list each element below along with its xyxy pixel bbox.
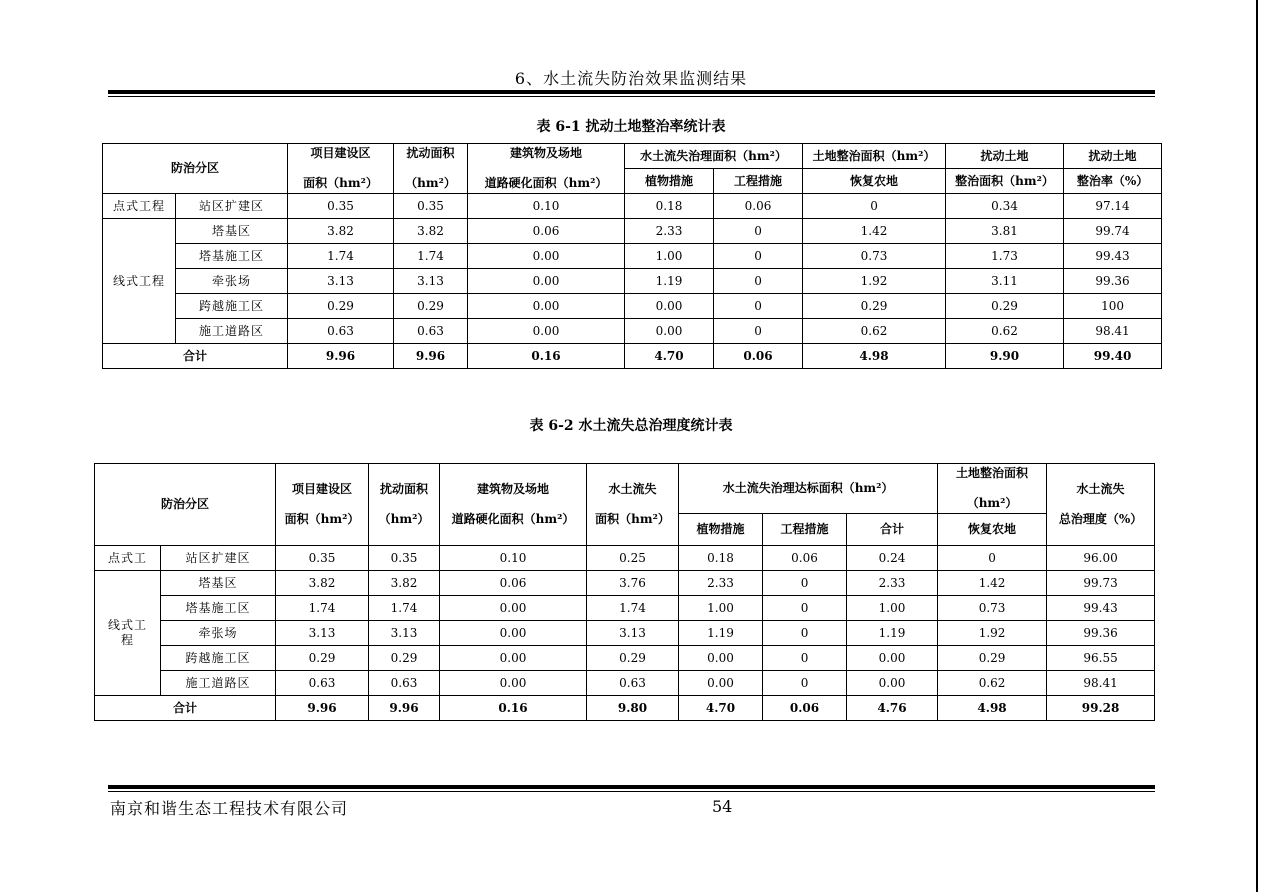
cell: 99.36 [1064,269,1162,294]
footer-company: 南京和谐生态工程技术有限公司 [110,799,349,818]
cell: 0.00 [468,269,625,294]
t1-group-point: 点式工程 [103,194,176,219]
cell: 9.96 [369,696,440,721]
cell: 0.63 [587,671,679,696]
table2 [94,463,1155,721]
cell: 3.82 [288,219,394,244]
cell: 1.74 [288,244,394,269]
table-total-row [95,696,1155,721]
table-row [103,219,1162,244]
t2-header-hardened: 建筑物及场地 道路硬化面积（hm²） [440,464,587,546]
row-name: 塔基区 [176,219,288,244]
cell: 1.92 [803,269,946,294]
page-number: 54 [712,797,733,816]
cell: 0 [763,671,847,696]
table-row [103,319,1162,344]
cell: 0 [763,571,847,596]
cell: 0.29 [938,646,1047,671]
cell: 0 [803,194,946,219]
table-row [103,269,1162,294]
cell: 3.76 [587,571,679,596]
cell: 1.74 [394,244,468,269]
cell: 0.16 [440,696,587,721]
cell: 3.13 [587,621,679,646]
cell: 1.19 [625,269,714,294]
cell: 0.35 [276,546,369,571]
cell: 3.13 [288,269,394,294]
cell: 0.63 [394,319,468,344]
cell: 0.29 [369,646,440,671]
t2-group-point: 点式工 [95,546,161,571]
cell: 3.82 [394,219,468,244]
cell: 0 [714,294,803,319]
cell: 0.00 [679,671,763,696]
t2-header-zone: 防治分区 [95,464,276,546]
cell: 98.41 [1047,671,1155,696]
row-name: 塔基区 [161,571,276,596]
t2-header-loss-area: 水土流失 面积（hm²） [587,464,679,546]
table-total-row [103,344,1162,369]
cell: 0.10 [468,194,625,219]
cell: 9.90 [946,344,1064,369]
row-name: 施工道路区 [161,671,276,696]
table-row [95,596,1155,621]
row-name: 跨越施工区 [176,294,288,319]
cell: 99.74 [1064,219,1162,244]
cell: 0.63 [276,671,369,696]
cell: 1.74 [369,596,440,621]
t2-header-degree: 水土流失 总治理度（%） [1047,464,1155,546]
header-rule-thin [108,96,1155,97]
total-label: 合计 [103,344,288,369]
cell: 0 [763,596,847,621]
cell: 4.98 [803,344,946,369]
table-row [103,244,1162,269]
t1-header-ctrl-group: 水土流失治理面积（hm²） [625,144,803,169]
cell: 1.00 [679,596,763,621]
t2-group-line: 线式工 程 [95,571,161,696]
cell: 0.00 [440,646,587,671]
cell: 0.29 [803,294,946,319]
cell: 0.00 [468,294,625,319]
cell: 0.10 [440,546,587,571]
cell: 0.00 [440,621,587,646]
cell: 0.00 [440,671,587,696]
table2-caption: 表 6-2 水土流失总治理度统计表 [529,418,733,434]
cell: 0.29 [288,294,394,319]
cell: 0.00 [468,319,625,344]
table1-caption: 表 6-1 扰动土地整治率统计表 [536,119,726,135]
t1-header-area: 项目建设区 面积（hm²） [288,144,394,194]
cell: 4.70 [625,344,714,369]
cell: 99.73 [1047,571,1155,596]
cell: 0.62 [938,671,1047,696]
cell: 3.13 [394,269,468,294]
t2-header-ctrl-group: 水土流失治理达标面积（hm²） [679,464,938,514]
row-name: 站区扩建区 [176,194,288,219]
row-name: 站区扩建区 [161,546,276,571]
cell: 0.06 [440,571,587,596]
t1-group-line: 线式工程 [103,219,176,344]
cell: 0.18 [679,546,763,571]
cell: 1.73 [946,244,1064,269]
t2-header-eng: 工程措施 [763,514,847,546]
cell: 0.16 [468,344,625,369]
cell: 0.18 [625,194,714,219]
cell: 3.82 [276,571,369,596]
row-name: 塔基施工区 [176,244,288,269]
cell: 99.43 [1047,596,1155,621]
cell: 0 [714,219,803,244]
cell: 0.63 [369,671,440,696]
cell: 1.19 [847,621,938,646]
cell: 0.00 [847,646,938,671]
cell: 0.00 [625,319,714,344]
cell: 0.73 [803,244,946,269]
cell: 9.96 [394,344,468,369]
cell: 0 [763,646,847,671]
t1-header-plant: 植物措施 [625,169,714,194]
cell: 0.29 [587,646,679,671]
cell: 9.96 [288,344,394,369]
cell: 0.06 [763,696,847,721]
cell: 0 [714,244,803,269]
cell: 0.06 [763,546,847,571]
cell: 0.00 [847,671,938,696]
cell: 9.96 [276,696,369,721]
t1-header-farmland: 恢复农地 [803,169,946,194]
cell: 1.92 [938,621,1047,646]
cell: 0.62 [946,319,1064,344]
cell: 4.98 [938,696,1047,721]
row-name: 施工道路区 [176,319,288,344]
row-name: 跨越施工区 [161,646,276,671]
cell: 0.35 [394,194,468,219]
cell: 4.70 [679,696,763,721]
cell: 3.11 [946,269,1064,294]
cell: 98.41 [1064,319,1162,344]
cell: 0.62 [803,319,946,344]
cell: 0.29 [276,646,369,671]
cell: 3.81 [946,219,1064,244]
t1-header-hardened: 建筑物及场地 道路硬化面积（hm²） [468,144,625,194]
t1-header-remediated-l1: 扰动土地 [946,144,1064,169]
row-name: 牵张场 [161,621,276,646]
cell: 0.25 [587,546,679,571]
t1-header-land: 土地整治面积（hm²） [803,144,946,169]
footer-rule-thick [108,785,1155,789]
cell: 0.00 [440,596,587,621]
cell: 1.19 [679,621,763,646]
t2-header-land: 土地整治面积 （hm²） [938,464,1047,514]
header-rule-thick [108,90,1155,94]
t1-header-disturbed: 扰动面积 （hm²） [394,144,468,194]
table-row [95,571,1155,596]
cell: 0.63 [288,319,394,344]
cell: 0.06 [714,344,803,369]
cell: 1.42 [803,219,946,244]
table1 [102,143,1162,369]
cell: 0.73 [938,596,1047,621]
cell: 1.00 [625,244,714,269]
cell: 1.42 [938,571,1047,596]
cell: 9.80 [587,696,679,721]
cell: 2.33 [625,219,714,244]
cell: 0.06 [714,194,803,219]
table-row [103,194,1162,219]
t1-header-remediated-l2: 整治面积（hm²） [946,169,1064,194]
cell: 96.00 [1047,546,1155,571]
table-row [95,671,1155,696]
table-row [103,294,1162,319]
cell: 99.36 [1047,621,1155,646]
footer-rule-thin [108,791,1155,792]
cell: 99.43 [1064,244,1162,269]
cell: 0.29 [394,294,468,319]
cell: 0 [938,546,1047,571]
t2-header-plant: 植物措施 [679,514,763,546]
row-name: 塔基施工区 [161,596,276,621]
cell: 1.74 [276,596,369,621]
cell: 0.29 [946,294,1064,319]
cell: 3.13 [369,621,440,646]
cell: 1.00 [847,596,938,621]
cell: 0 [714,319,803,344]
t2-header-area: 项目建设区 面积（hm²） [276,464,369,546]
cell: 0.00 [679,646,763,671]
cell: 2.33 [847,571,938,596]
t2-header-disturbed: 扰动面积 （hm²） [369,464,440,546]
cell: 4.76 [847,696,938,721]
cell: 0.35 [288,194,394,219]
page-header-title: 6、水土流失防治效果监测结果 [514,69,748,88]
cell: 0 [763,621,847,646]
table-row [95,621,1155,646]
cell: 2.33 [679,571,763,596]
cell: 99.28 [1047,696,1155,721]
cell: 3.13 [276,621,369,646]
table-row [95,646,1155,671]
table-row [95,546,1155,571]
total-label: 合计 [95,696,276,721]
cell: 0.35 [369,546,440,571]
t1-header-eng: 工程措施 [714,169,803,194]
cell: 0.24 [847,546,938,571]
row-name: 牵张场 [176,269,288,294]
cell: 97.14 [1064,194,1162,219]
cell: 100 [1064,294,1162,319]
t1-header-zone: 防治分区 [103,144,288,194]
cell: 0 [714,269,803,294]
t1-header-rate-l2: 整治率（%） [1064,169,1162,194]
cell: 99.40 [1064,344,1162,369]
t2-header-sum: 合计 [847,514,938,546]
t1-header-rate-l1: 扰动土地 [1064,144,1162,169]
cell: 3.82 [369,571,440,596]
t2-header-farmland: 恢复农地 [938,514,1047,546]
cell: 0.34 [946,194,1064,219]
cell: 0.06 [468,219,625,244]
cell: 0.00 [468,244,625,269]
cell: 96.55 [1047,646,1155,671]
cell: 0.00 [625,294,714,319]
cell: 1.74 [587,596,679,621]
